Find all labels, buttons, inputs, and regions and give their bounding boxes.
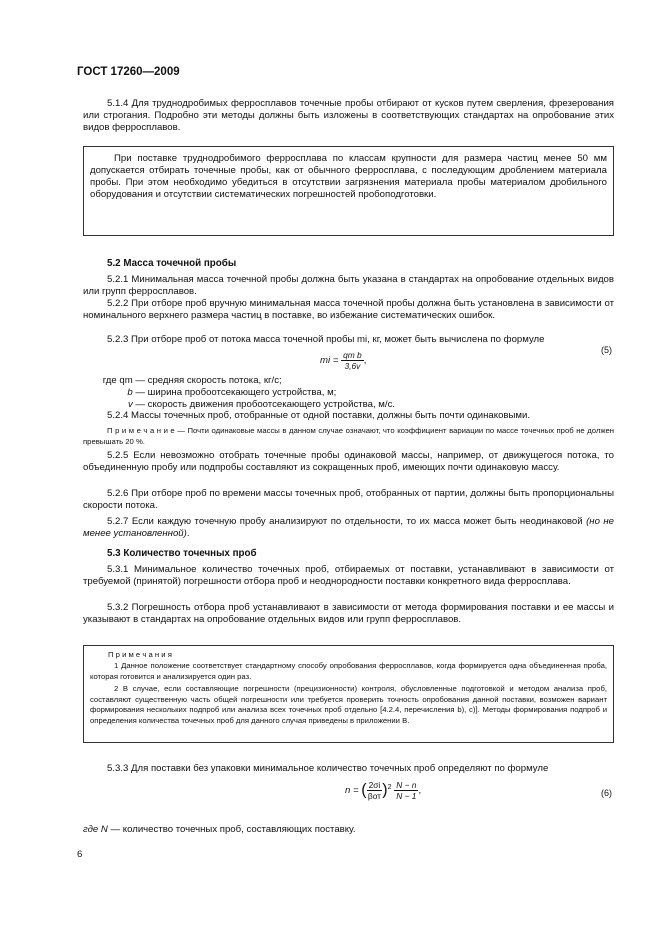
formula-5-number: (5)	[601, 345, 612, 355]
paragraph-5-3-3: 5.3.3 Для поставки без упаковки минимальное количество точечных проб определяют по формуле	[107, 763, 549, 774]
where2-symbol: где N —	[83, 824, 121, 835]
formula-5-fraction	[341, 350, 364, 371]
where2-text: количество точечных проб, составляющих поставку.	[122, 824, 356, 835]
note-item-1: 1 Данное положение соответствует стандартному способу опробования ферросплавов, когда формируется одна объединенная проба, которая готовится и анализируется один раз.	[90, 661, 607, 681]
formula-6	[345, 780, 421, 801]
paragraph-5-2-3: 5.2.3 При отборе проб от потока масса точечной пробы mi, кг, может быть вычислена по формуле	[107, 334, 545, 345]
formula-6-inner-num: 2σi	[368, 780, 381, 790]
formula-6-numerator: N − n	[396, 780, 417, 790]
formula-6-denominator: N − 1	[396, 791, 417, 801]
where-list-1	[83, 375, 395, 411]
formula-6-inner-fraction	[367, 780, 383, 801]
paragraph-5-3-1: 5.3.1 Минимальное количество точечных проб, отбираемых от поставки, устанавливают в зависимости от требуемой (принятой) погрешности отбора проб и неоднородности поставки конкретного вида ферросплава.	[83, 564, 614, 587]
section-5-3-heading: 5.3 Количество точечных проб	[107, 548, 257, 559]
formula-6-lhs: n =	[345, 785, 359, 797]
where-row: b — ширина пробоотсекающего устройства, м;	[127, 386, 337, 398]
note-item-2: 2 В случае, если составляющие погрешности (прецизионности) контроля, обусловленные подготовкой и методом анализа проб, составляют существенную часть общей погрешности или требуется проверить точность опробования данной поставки, возможен вариант формирования нескольких подпроб или анализа всех точечных проб отдельно [4.2.4, перечисления b), c)]. Методы формирования подпроб и определения количества точечных проб для данного случая приведены в приложении В.	[90, 684, 607, 725]
formula-6-inner-den: βот	[367, 791, 382, 801]
section-5-2-heading: 5.2 Масса точечной пробы	[107, 258, 237, 269]
page-number: 6	[77, 849, 83, 860]
formula-5-tail: ,	[363, 355, 367, 367]
document-header: ГОСТ 17260—2009	[77, 66, 180, 78]
paragraph-5-1-4: 5.1.4 Для труднодробимых ферросплавов точечные пробы отбирают от кусков путем сверления, фрезерования или строгания. Подробно эти методы должны быть изложены в соответствующих стандартах на опробование этих видов ферросплавов.	[83, 98, 614, 133]
formula-5-denominator: 3,6v	[344, 361, 361, 371]
where-row: где qm — средняя скорость потока, кг/с;	[102, 375, 282, 386]
formula-6-tail: ,	[418, 785, 422, 797]
formula-5-numerator: qm b	[343, 350, 362, 360]
paragraph-5-2-1: 5.2.1 Минимальная масса точечной пробы должна быть указана в стандартах на опробование отдельных видов или групп ферросплавов.	[83, 274, 614, 297]
note-1: П р и м е ч а н и е — Почти одинаковые массы в данном случае означают, что коэффициент вариации по массе точечных проб не должен превышать 20 %.	[83, 426, 614, 446]
formula-5	[320, 350, 366, 371]
paragraph-5-2-5: 5.2.5 Если невозможно отобрать точечные пробы одинаковой массы, например, от движущегося потока, то объединенную пробу или подпробы составляют из сокращенных проб, имеющих почти одинаковую массу.	[83, 450, 614, 473]
formula-6-paren: (	[361, 781, 367, 799]
where-list-2	[83, 824, 356, 836]
highlight-box	[83, 146, 614, 236]
formula-6-number: (6)	[601, 788, 612, 798]
notes-title: П р и м е ч а н и я	[108, 650, 172, 659]
notes-box	[83, 645, 614, 743]
box-text: При поставке труднодробимого ферросплава по классам крупности для размера частиц менее 50 мм допускается отбирать точечные пробы, как от обычного ферросплава, с последующим дроблением материала пробы. При этом необходимо убедиться в отсутствии загрязнения материала пробы материалом дробильного оборудования и отсутствии систематических погрешностей пробоподготовки.	[90, 153, 607, 200]
formula-5-lhs: mi =	[320, 355, 339, 367]
where-row: v — скорость движения пробоотсекающего устройства, м/с.	[127, 398, 396, 410]
formula-6-fraction	[394, 780, 418, 801]
paragraph-5-2-7: 5.2.7 Если каждую точечную пробу анализируют по отдельности, то их масса может быть неодинаковой (но не менее установленной).	[83, 516, 614, 539]
paragraph-5-2-6: 5.2.6 При отборе проб по времени массы точечных проб, отобранных от партии, должны быть пропорциональны скорости потока.	[83, 488, 614, 511]
formula-6-paren: )	[382, 781, 388, 799]
paragraph-5-3-2: 5.3.2 Погрешность отбора проб устанавливают в зависимости от метода формирования поставки и ее массы и указывают в стандартах на опробование отдельных видов или групп ферросплавов.	[83, 602, 614, 625]
paragraph-5-2-4: 5.2.4 Массы точечных проб, отобранные от одной поставки, должны быть почти одинаковыми.	[107, 410, 531, 421]
formula-6-exponent: 2	[387, 783, 392, 791]
paragraph-5-2-2: 5.2.2 При отборе проб вручную минимальная масса точечной пробы должна быть установлена в зависимости от номинального верхнего размера частиц в поставке, во избежание систематических ошибок.	[83, 298, 614, 321]
